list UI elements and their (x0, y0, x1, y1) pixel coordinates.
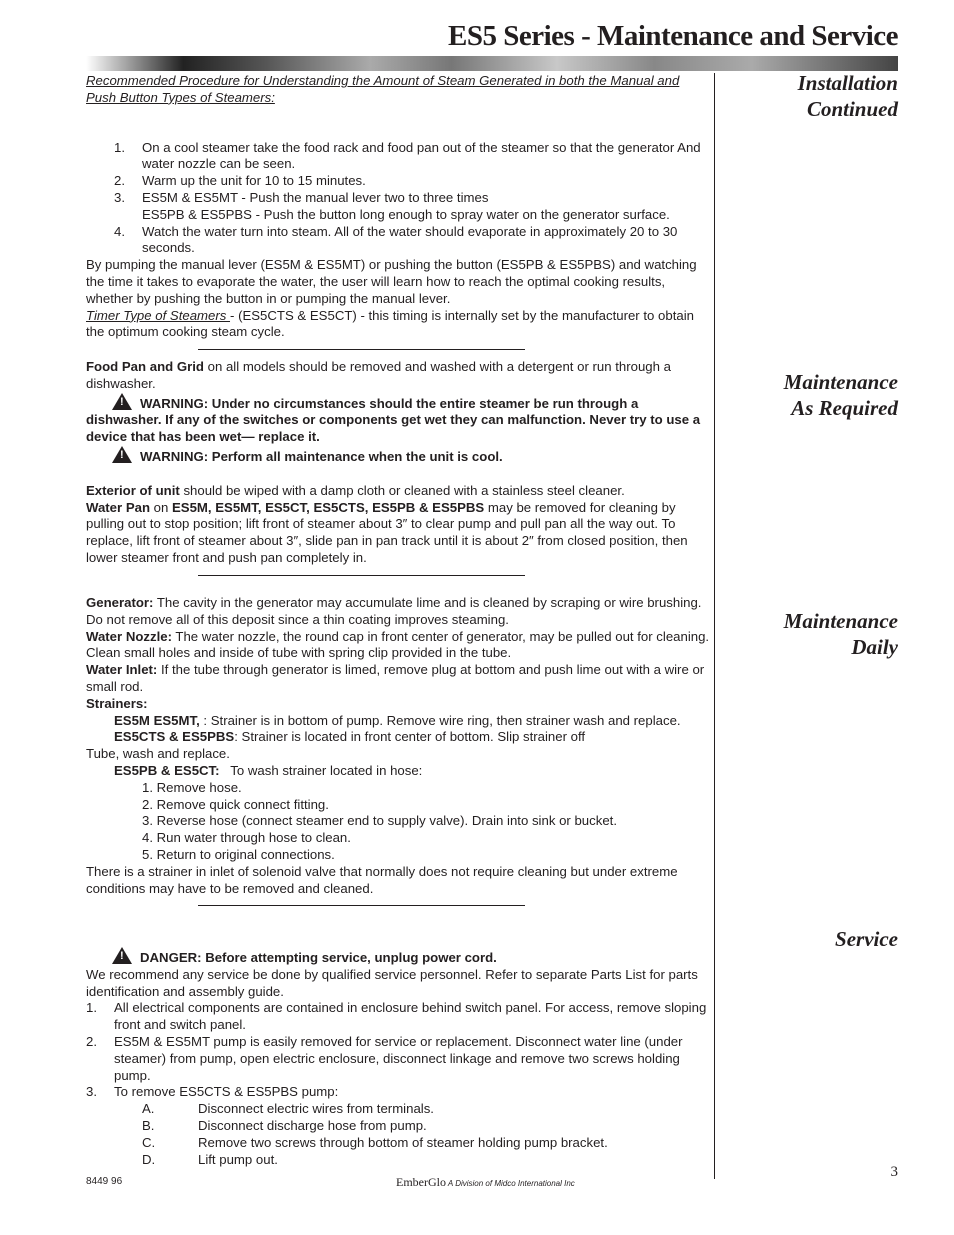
column-divider (714, 73, 715, 1179)
step-number: 2. (114, 173, 125, 189)
substep-letter: D. (142, 1151, 156, 1167)
paragraph: Tube, wash and replace. (86, 746, 230, 762)
hose-step: 1. Remove hose. (142, 779, 242, 795)
paragraph (86, 696, 711, 713)
as-required-section (86, 359, 711, 576)
step-number: 3. (86, 1084, 97, 1100)
daily-section (86, 595, 711, 906)
intro-section (86, 73, 711, 350)
paragraph (86, 662, 711, 696)
danger (86, 947, 711, 967)
text: To wash strainer located in hose: (219, 762, 423, 778)
text: : Strainer is in bottom of pump. Remove wire ring, then strainer wash and replace. (199, 712, 681, 728)
step-text: All electrical components are contained in enclosure behind switch panel. For access, remove sloping front and switch panel. (114, 1000, 707, 1033)
text: on (150, 499, 172, 515)
side-heading-installation (798, 70, 898, 122)
paragraph (86, 500, 711, 567)
paragraph: We recommend any service be done by qualified service personnel. Refer to separate Parts List for parts identification and assembly guide. (86, 966, 698, 999)
page-title: ES5 Series - Maintenance and Service (448, 20, 898, 52)
substep-letter: A. (142, 1101, 155, 1117)
text: : Strainer is located in front center of bottom. Slip strainer off (234, 729, 586, 745)
step (86, 173, 711, 190)
substep-text: Disconnect discharge hose from pump. (198, 1117, 427, 1133)
heading-line: Maintenance (783, 609, 898, 633)
step-text: ES5PB & ES5PBS - Push the button long enough to spray water on the generator surface. (142, 206, 670, 222)
document-code: 8449 96 (86, 1176, 123, 1187)
paragraph (86, 629, 711, 663)
danger-text: DANGER: Before attempting service, unplug power cord. (140, 950, 497, 965)
label: Water Inlet: (86, 662, 158, 678)
step-text: Warm up the unit for 10 to 15 minutes. (142, 173, 366, 189)
label: Exterior of unit (86, 482, 180, 498)
warning-text: WARNING: Under no circumstances should the entire steamer be run through a dishwasher. If any of the switches or components get wet they can malfunction. Never try to use a device that has been wet— replace it. (86, 395, 701, 445)
label: Water Nozzle: (86, 628, 172, 644)
intro-heading: Recommended Procedure for Understanding the Amount of Steam Generated in both the Manual and Push Button Types of Steamers: (86, 73, 680, 105)
substep-letter: C. (142, 1134, 156, 1150)
warning-icon (112, 446, 132, 463)
section-divider (198, 349, 525, 350)
heading-line: Daily (851, 635, 898, 659)
substep-letter: B. (142, 1117, 155, 1133)
substep-text: Lift pump out. (198, 1151, 278, 1167)
label: Water Pan (86, 499, 150, 515)
side-heading-daily (784, 608, 898, 660)
paragraph (86, 308, 711, 342)
hose-step: 2. Remove quick connect fitting. (142, 796, 329, 812)
step-text: ES5M & ES5MT - Push the manual lever two to three times (142, 189, 489, 205)
step-number: 3. (114, 189, 125, 205)
step-text: To remove ES5CTS & ES5PBS pump: (114, 1084, 339, 1100)
service-section (86, 947, 711, 1168)
substep (86, 1101, 711, 1118)
paragraph (86, 729, 711, 746)
label: ES5M ES5MT, (114, 712, 200, 728)
page-number: 3 (890, 1164, 898, 1180)
warning-text: WARNING: Perform all maintenance when the unit is cool. (140, 448, 503, 464)
side-heading-service: Service (835, 927, 898, 951)
step-text: On a cool steamer take the food rack and food pan out of the steamer so that the generator And water nozzle can be seen. (142, 139, 701, 172)
division-text: A Division of Midco International Inc (446, 1179, 575, 1188)
label: Generator: (86, 595, 154, 610)
warning-icon (112, 947, 132, 964)
step-text: Watch the water turn into steam. All of the water should evaporate in approximately 20 to 30 seconds. (142, 223, 678, 256)
paragraph (86, 483, 711, 500)
text: may be removed for cleaning by pulling out to stop position; lift front of steamer about 3″ to clear pump and pull pan all the way out. To replace, lift front of steamer about 3″, slide pan in pan track until it is about 2″ from closed position, then lower steamer front and push pan completely in. (86, 499, 688, 565)
section-divider (198, 905, 525, 906)
heading-line: Maintenance (783, 370, 898, 394)
paragraph (86, 595, 711, 629)
paragraph: By pumping the manual lever (ES5M & ES5MT) or pushing the button (ES5PB & ES5PBS) and watching the time it takes to evaporate the water, the user will learn how to reach the optimal cooking results, whether by pushing the button in or pumping the manual lever. (86, 257, 697, 306)
paragraph (86, 359, 711, 393)
heading-line: Installation (797, 71, 898, 95)
label: ES5PB & ES5CT: (114, 762, 220, 778)
heading-line: Continued (806, 97, 898, 121)
text: The cavity in the generator may accumulate lime and is cleaned by scraping or wire brushing. Do not remove all of this deposit since a thin coating improves steaming. (86, 595, 702, 627)
substep (86, 1152, 711, 1169)
warning (86, 393, 711, 446)
step-text: ES5M & ES5MT pump is easily removed for service or replacement. Disconnect water line (under steamer) from pump, open electric enclosure, disconnect linkage and remove two screws holding pump. (114, 1033, 683, 1083)
footer-brand (396, 1174, 575, 1193)
label: Food Pan and Grid (86, 359, 204, 374)
heading-line: As Required (791, 396, 898, 420)
header-band (86, 56, 898, 71)
hose-step: 4. Run water through hose to clean. (142, 830, 351, 846)
step (86, 1034, 711, 1084)
step-number: 4. (114, 223, 125, 239)
step (86, 1084, 711, 1101)
timer-label: Timer Type of Steamers (86, 307, 231, 323)
text: should be wiped with a damp cloth or cleaned with a stainless steel cleaner. (179, 482, 625, 498)
models: ES5M, ES5MT, ES5CT, ES5CTS, ES5PB & ES5PBS (172, 499, 485, 515)
step (86, 190, 711, 207)
text: If the tube through generator is limed, remove plug at bottom and push lime out with a wire or small rod. (86, 662, 705, 694)
label: ES5CTS & ES5PBS (114, 729, 235, 745)
label: Strainers: (86, 695, 148, 711)
step (86, 140, 711, 174)
substep-text: Disconnect electric wires from terminals. (198, 1101, 434, 1117)
section-divider (198, 575, 525, 576)
hose-step: 3. Reverse hose (connect steamer end to supply valve). Drain into sink or bucket. (142, 813, 617, 829)
paragraph (86, 763, 711, 780)
step-number: 2. (86, 1033, 97, 1049)
brand-name: EmberGlo (396, 1175, 446, 1189)
step-number: 1. (114, 139, 125, 155)
warning (86, 446, 711, 466)
text: The water nozzle, the round cap in front center of generator, may be pulled out for cleaning. Clean small holes and inside of tube with spring clip provided in the tube. (86, 628, 710, 661)
side-heading-as-required (784, 369, 898, 421)
step (86, 1000, 711, 1034)
warning-icon (112, 393, 132, 410)
step-number: 1. (86, 1000, 97, 1016)
text: on all models should be removed and washed with a detergent or run through a dishwasher. (86, 359, 671, 391)
substep (86, 1135, 711, 1152)
step (86, 224, 711, 258)
paragraph: There is a strainer in inlet of solenoid valve that normally does not require cleaning but under extreme conditions may have to be removed and cleaned. (86, 863, 678, 896)
hose-step: 5. Return to original connections. (142, 846, 335, 862)
substep-text: Remove two screws through bottom of steamer holding pump bracket. (198, 1134, 608, 1150)
paragraph (86, 713, 711, 730)
timer-text: - (ES5CTS & ES5CT) - this timing is internally set by the manufacturer to obtain the optimum cooking steam cycle. (86, 307, 694, 340)
substep (86, 1118, 711, 1135)
